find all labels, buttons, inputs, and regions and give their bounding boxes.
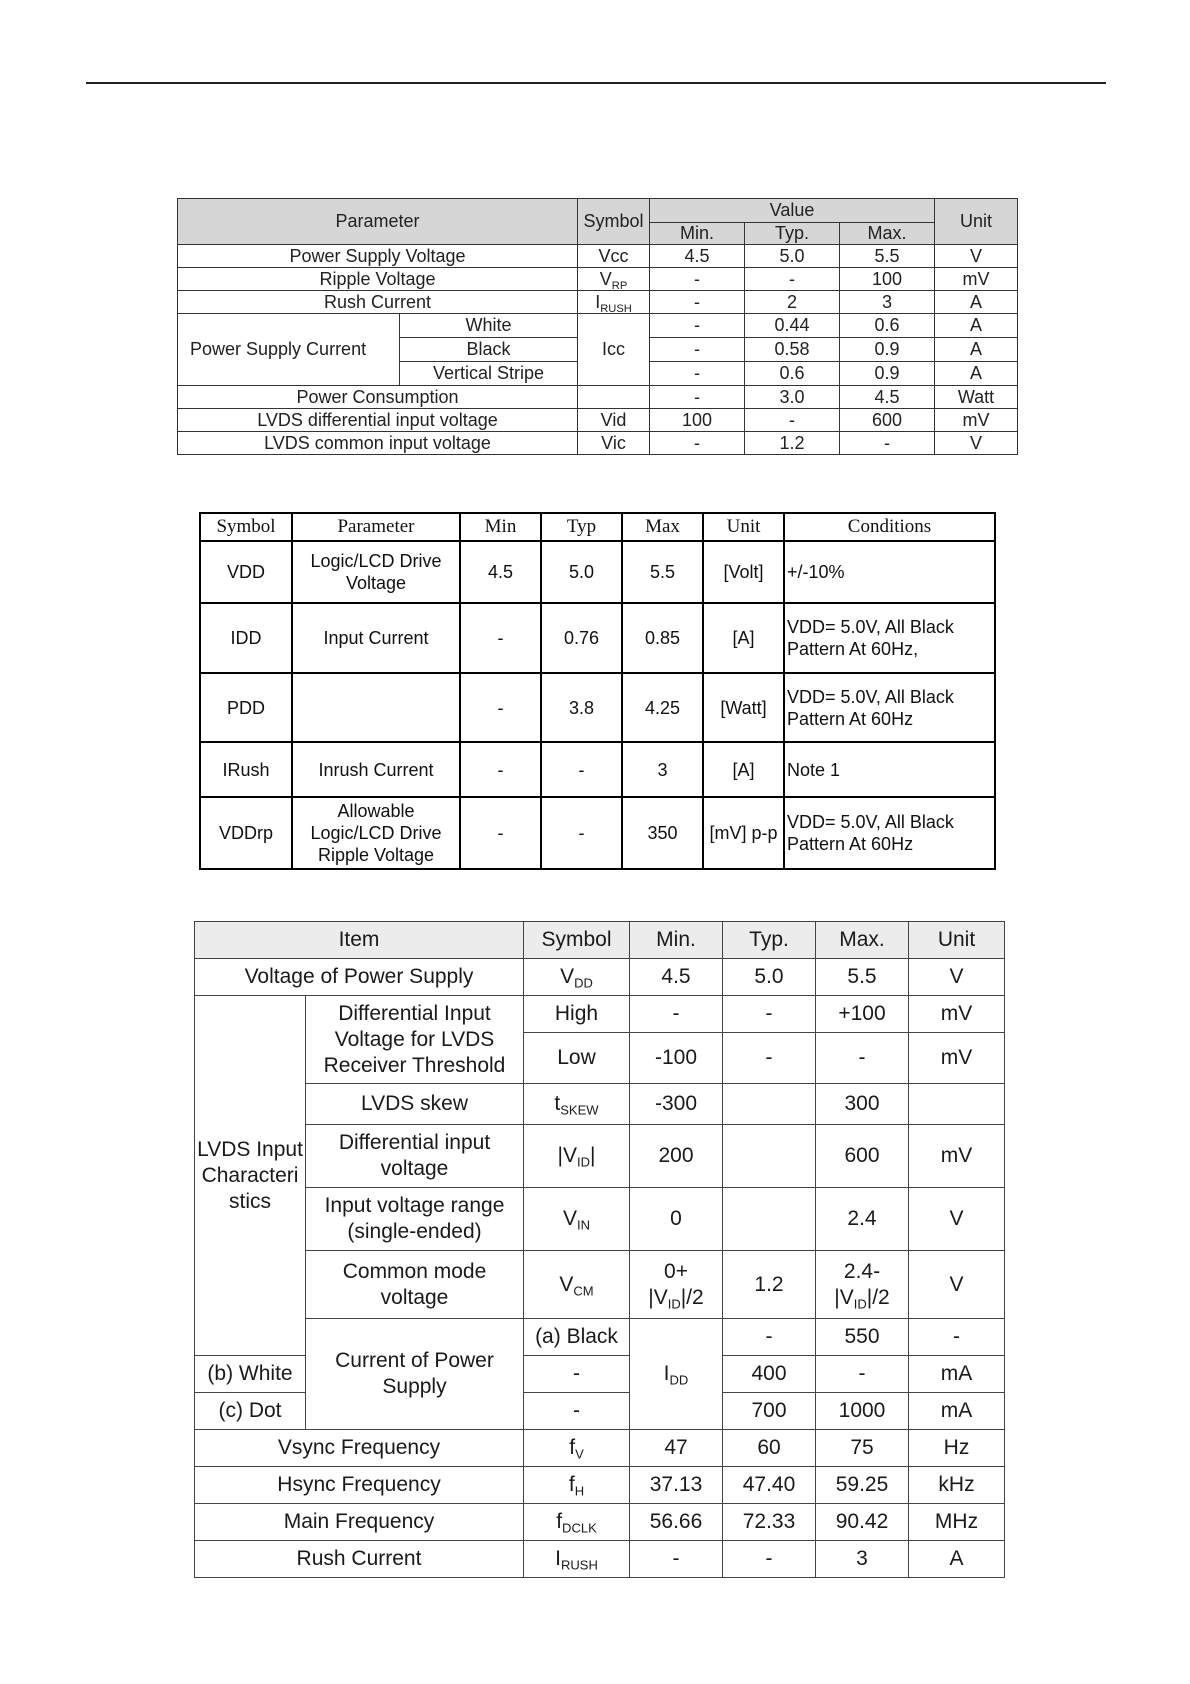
table-row: [195, 996, 1005, 1033]
cell-conditions: VDD= 5.0V, All Black Pattern At 60Hz,: [784, 603, 995, 673]
cell-typ: 2: [745, 291, 840, 314]
cell-min: -: [460, 673, 541, 742]
cell-min: 0: [630, 1188, 723, 1251]
table-row: [178, 314, 1018, 338]
cell-max: 0.9: [840, 338, 935, 362]
cell-typ: 60: [723, 1430, 816, 1467]
cell-min: -: [650, 268, 745, 291]
cell-conditions: VDD= 5.0V, All Black Pattern At 60Hz: [784, 673, 995, 742]
cell-min: 4.5: [650, 245, 745, 268]
table-row: [178, 409, 1018, 432]
cell-symbol: VDDrp: [200, 797, 292, 869]
cell-max: 2.4: [816, 1188, 909, 1251]
cell-min: -100: [630, 1033, 723, 1084]
cell-param: [292, 673, 460, 742]
cell-max: 59.25: [816, 1467, 909, 1504]
cell-min: -: [650, 314, 745, 338]
header-symbol: Symbol: [200, 513, 292, 541]
symbol-text: |V: [557, 1144, 577, 1167]
cell-typ: 400: [723, 1356, 816, 1393]
table-row: [195, 1430, 1005, 1467]
symbol-text: I: [595, 291, 601, 312]
cell-max: 5.5: [622, 541, 703, 603]
cell-max: 300: [816, 1084, 909, 1125]
cell-item: Rush Current: [195, 1541, 524, 1578]
cell-conditions: VDD= 5.0V, All Black Pattern At 60Hz: [784, 797, 995, 869]
cell-max: 4.25: [622, 673, 703, 742]
symbol-sub: ID: [576, 1154, 591, 1170]
cell-param: Ripple Voltage: [178, 268, 578, 291]
table-row: [195, 1319, 1005, 1356]
cell-symbol: IRush: [200, 742, 292, 797]
cell-max: 350: [622, 797, 703, 869]
cell-typ: 72.33: [723, 1504, 816, 1541]
cell-unit: mV: [935, 409, 1018, 432]
cell-min: -: [524, 1356, 630, 1393]
cell-min: [630, 1251, 723, 1319]
cell-typ: 5.0: [723, 959, 816, 996]
symbol-text: I: [663, 1362, 670, 1385]
symbol-text: V: [559, 1272, 574, 1296]
header-unit: Unit: [909, 922, 1005, 959]
cell-param: Input Current: [292, 603, 460, 673]
cell-min: 47: [630, 1430, 723, 1467]
cell-typ: -: [723, 996, 816, 1033]
cell-conditions: Note 1: [784, 742, 995, 797]
cell-param: LVDS differential input voltage: [178, 409, 578, 432]
lvds-spec-table: [194, 921, 1005, 1578]
symbol-text: f: [556, 1510, 563, 1533]
cell-item: LVDS skew: [306, 1084, 524, 1125]
cell-symbol: High: [524, 996, 630, 1033]
cell-unit: A: [935, 291, 1018, 314]
cell-typ: 3.0: [745, 386, 840, 409]
cell-typ: -: [723, 1541, 816, 1578]
header-typ: Typ: [541, 513, 622, 541]
header-unit: Unit: [935, 199, 1018, 245]
min-line-1: 0+: [664, 1259, 688, 1283]
header-max: Max.: [816, 922, 909, 959]
cell-symbol: [578, 291, 650, 314]
cell-unit: mA: [909, 1393, 1005, 1430]
cell-subparam: White: [400, 314, 578, 338]
symbol-sub: SKEW: [560, 1102, 599, 1118]
power-spec-table-2: [199, 512, 996, 870]
symbol-text: Vcc: [598, 245, 629, 266]
table-row: [200, 742, 995, 797]
cell-unit: [A]: [703, 742, 784, 797]
table-row: [195, 1504, 1005, 1541]
table-row: [178, 386, 1018, 409]
cell-group-label: Power Supply Current: [178, 314, 400, 386]
cell-subparam: Black: [400, 338, 578, 362]
symbol-text: |/2: [866, 1285, 890, 1309]
header-item: Item: [195, 922, 524, 959]
symbol-text: |V: [648, 1285, 668, 1309]
cell-symbol: Vid: [578, 409, 650, 432]
symbol-sub: DD: [669, 1372, 689, 1388]
table-row: [200, 673, 995, 742]
cell-param: Allowable Logic/LCD Drive Ripple Voltage: [292, 797, 460, 869]
cell-unit: [Watt]: [703, 673, 784, 742]
cell-symbol: [524, 1504, 630, 1541]
table-row: [178, 245, 1018, 268]
header-parameter: Parameter: [178, 199, 578, 245]
cell-min: -: [460, 603, 541, 673]
cell-item: Differential Input Voltage for LVDS Receiver Threshold: [306, 996, 524, 1084]
table-row: [195, 959, 1005, 996]
table-row: [178, 268, 1018, 291]
cell-param: Power Supply Voltage: [178, 245, 578, 268]
cell-typ: 5.0: [541, 541, 622, 603]
header-typ: Typ.: [723, 922, 816, 959]
cell-unit: A: [935, 314, 1018, 338]
cell-max: 0.6: [840, 314, 935, 338]
cell-unit: V: [935, 432, 1018, 455]
cell-unit: mV: [909, 1125, 1005, 1188]
cell-symbol: IDD: [200, 603, 292, 673]
cell-min: 4.5: [460, 541, 541, 603]
cell-typ: -: [541, 797, 622, 869]
header-value: Value: [650, 199, 935, 223]
header-conditions: Conditions: [784, 513, 995, 541]
symbol-text: t: [554, 1092, 561, 1115]
cell-unit: V: [909, 959, 1005, 996]
cell-max: -: [816, 1033, 909, 1084]
cell-unit: V: [909, 1251, 1005, 1319]
cell-subparam: Vertical Stripe: [400, 362, 578, 386]
cell-symbol: [524, 959, 630, 996]
cell-min: -: [460, 797, 541, 869]
cell-min: -: [650, 386, 745, 409]
symbol-text: V: [562, 1207, 577, 1230]
cell-typ: 1.2: [745, 432, 840, 455]
cell-typ: -: [745, 409, 840, 432]
symbol-sub: CM: [573, 1283, 594, 1299]
header-symbol: Symbol: [578, 199, 650, 245]
cell-unit: mV: [909, 1033, 1005, 1084]
symbol-text: V: [560, 965, 575, 988]
cell-symbol: Icc: [578, 314, 650, 386]
cell-unit: MHz: [909, 1504, 1005, 1541]
cell-symbol: [578, 245, 650, 268]
symbol-sub: H: [574, 1483, 585, 1499]
cell-max: 3: [816, 1541, 909, 1578]
cell-symbol: Low: [524, 1033, 630, 1084]
cell-max: 3: [840, 291, 935, 314]
cell-max: 3: [622, 742, 703, 797]
table-row: [195, 1467, 1005, 1504]
table-row: [195, 1188, 1005, 1251]
cell-typ: 700: [723, 1393, 816, 1430]
cell-min: 56.66: [630, 1504, 723, 1541]
cell-max: 0.9: [840, 362, 935, 386]
cell-conditions: +/-10%: [784, 541, 995, 603]
cell-unit: [909, 1084, 1005, 1125]
cell-typ: 0.76: [541, 603, 622, 673]
max-line-1: 2.4-: [843, 1259, 881, 1283]
symbol-sub: RUSH: [560, 1557, 598, 1573]
cell-min: 200: [630, 1125, 723, 1188]
cell-min: 37.13: [630, 1467, 723, 1504]
cell-min: -: [650, 338, 745, 362]
cell-max: 600: [840, 409, 935, 432]
cell-unit: mV: [935, 268, 1018, 291]
cell-unit: A: [935, 362, 1018, 386]
symbol-sub: RUSH: [600, 302, 632, 314]
cell-typ: [723, 1084, 816, 1125]
cell-unit: mV: [909, 996, 1005, 1033]
table-row: [178, 291, 1018, 314]
cell-item: (b) White: [195, 1356, 306, 1393]
max-line-2: [816, 1285, 908, 1311]
min-line-2: [630, 1285, 722, 1311]
cell-max: 90.42: [816, 1504, 909, 1541]
table-row: [178, 432, 1018, 455]
cell-unit: [mV] p-p: [703, 797, 784, 869]
table-row: [200, 603, 995, 673]
cell-symbol: [578, 268, 650, 291]
symbol-text: |/2: [680, 1285, 704, 1309]
cell-unit: Watt: [935, 386, 1018, 409]
table-row: [200, 541, 995, 603]
cell-unit: V: [909, 1188, 1005, 1251]
table-row: [195, 1541, 1005, 1578]
symbol-sub: ID: [667, 1296, 681, 1312]
cell-symbol: [524, 1188, 630, 1251]
cell-typ: 0.44: [745, 314, 840, 338]
cell-unit: [A]: [703, 603, 784, 673]
cell-unit: A: [909, 1541, 1005, 1578]
cell-max: [816, 1251, 909, 1319]
header-min: Min.: [630, 922, 723, 959]
cell-max: -: [909, 1319, 1005, 1356]
table-row: [195, 1084, 1005, 1125]
cell-item: (a) Black: [524, 1319, 630, 1356]
cell-min: -: [650, 362, 745, 386]
cell-typ: -: [723, 1033, 816, 1084]
header-min: Min.: [650, 223, 745, 245]
symbol-sub: V: [575, 1446, 584, 1462]
cell-item: Main Frequency: [195, 1504, 524, 1541]
symbol-text: V: [599, 268, 612, 289]
cell-max: 75: [816, 1430, 909, 1467]
cell-max: 5.5: [840, 245, 935, 268]
cell-typ: -: [745, 268, 840, 291]
header-max: Max: [622, 513, 703, 541]
header-parameter: Parameter: [292, 513, 460, 541]
cell-group-current: Current of Power Supply: [306, 1319, 524, 1430]
header-unit: Unit: [703, 513, 784, 541]
cell-item: Input voltage range (single-ended): [306, 1188, 524, 1251]
cell-max: 100: [840, 268, 935, 291]
symbol-text: f: [569, 1436, 576, 1459]
cell-symbol: [524, 1541, 630, 1578]
cell-unit: kHz: [909, 1467, 1005, 1504]
cell-unit: Hz: [909, 1430, 1005, 1467]
cell-typ: [723, 1188, 816, 1251]
symbol-sub: DCLK: [562, 1520, 597, 1536]
cell-symbol: [524, 1084, 630, 1125]
cell-min: -: [524, 1393, 630, 1430]
cell-unit: [Volt]: [703, 541, 784, 603]
header-min: Min: [460, 513, 541, 541]
cell-max: -: [816, 1356, 909, 1393]
cell-unit: V: [935, 245, 1018, 268]
cell-item: Common mode voltage: [306, 1251, 524, 1319]
cell-typ: -: [541, 742, 622, 797]
table-row: [195, 1251, 1005, 1319]
cell-param: LVDS common input voltage: [178, 432, 578, 455]
cell-group-lvds: LVDS Input Characteri stics: [195, 996, 306, 1356]
table-row: [200, 797, 995, 869]
cell-min: -: [460, 742, 541, 797]
cell-item: Voltage of Power Supply: [195, 959, 524, 996]
cell-typ: 0.58: [745, 338, 840, 362]
cell-item: Hsync Frequency: [195, 1467, 524, 1504]
header-symbol: Symbol: [524, 922, 630, 959]
power-spec-table-1: [177, 198, 1018, 455]
symbol-sub: ID: [853, 1296, 867, 1312]
symbol-text: |V: [834, 1285, 854, 1309]
cell-max: 5.5: [816, 959, 909, 996]
symbol-sub: IN: [576, 1217, 591, 1233]
symbol-text: f: [568, 1473, 575, 1496]
cell-min: -: [650, 291, 745, 314]
symbol-text: |: [590, 1144, 596, 1167]
cell-min: -: [650, 432, 745, 455]
cell-max: -: [840, 432, 935, 455]
cell-symbol: [524, 1125, 630, 1188]
cell-symbol: [524, 1430, 630, 1467]
cell-symbol: [578, 386, 650, 409]
cell-max: 0.85: [622, 603, 703, 673]
cell-param: Inrush Current: [292, 742, 460, 797]
cell-max: 600: [816, 1125, 909, 1188]
cell-min: 100: [650, 409, 745, 432]
cell-typ: 550: [816, 1319, 909, 1356]
cell-min: -300: [630, 1084, 723, 1125]
table-row: [195, 1125, 1005, 1188]
cell-param: Rush Current: [178, 291, 578, 314]
header-rule: [86, 82, 1106, 84]
cell-symbol: Vic: [578, 432, 650, 455]
symbol-sub: DD: [574, 975, 593, 991]
cell-min: -: [630, 996, 723, 1033]
cell-max: 1000: [816, 1393, 909, 1430]
cell-item: (c) Dot: [195, 1393, 306, 1430]
cell-symbol: PDD: [200, 673, 292, 742]
cell-param: Power Consumption: [178, 386, 578, 409]
cell-symbol: VDD: [200, 541, 292, 603]
symbol-sub: RP: [611, 279, 628, 291]
header-max: Max.: [840, 223, 935, 245]
cell-max: +100: [816, 996, 909, 1033]
cell-min: -: [723, 1319, 816, 1356]
cell-typ: 47.40: [723, 1467, 816, 1504]
cell-item: Vsync Frequency: [195, 1430, 524, 1467]
cell-min: 4.5: [630, 959, 723, 996]
cell-typ: 0.6: [745, 362, 840, 386]
cell-symbol: [524, 1467, 630, 1504]
header-typ: Typ.: [745, 223, 840, 245]
cell-symbol: [524, 1251, 630, 1319]
cell-typ: [723, 1125, 816, 1188]
cell-unit: mA: [909, 1356, 1005, 1393]
cell-min: -: [630, 1541, 723, 1578]
cell-unit: A: [935, 338, 1018, 362]
cell-max: 4.5: [840, 386, 935, 409]
cell-param: Logic/LCD Drive Voltage: [292, 541, 460, 603]
cell-typ: 3.8: [541, 673, 622, 742]
symbol-text: I: [555, 1547, 561, 1570]
cell-typ: 5.0: [745, 245, 840, 268]
cell-typ: 1.2: [723, 1251, 816, 1319]
cell-symbol: [630, 1319, 723, 1430]
cell-item: Differential input voltage: [306, 1125, 524, 1188]
